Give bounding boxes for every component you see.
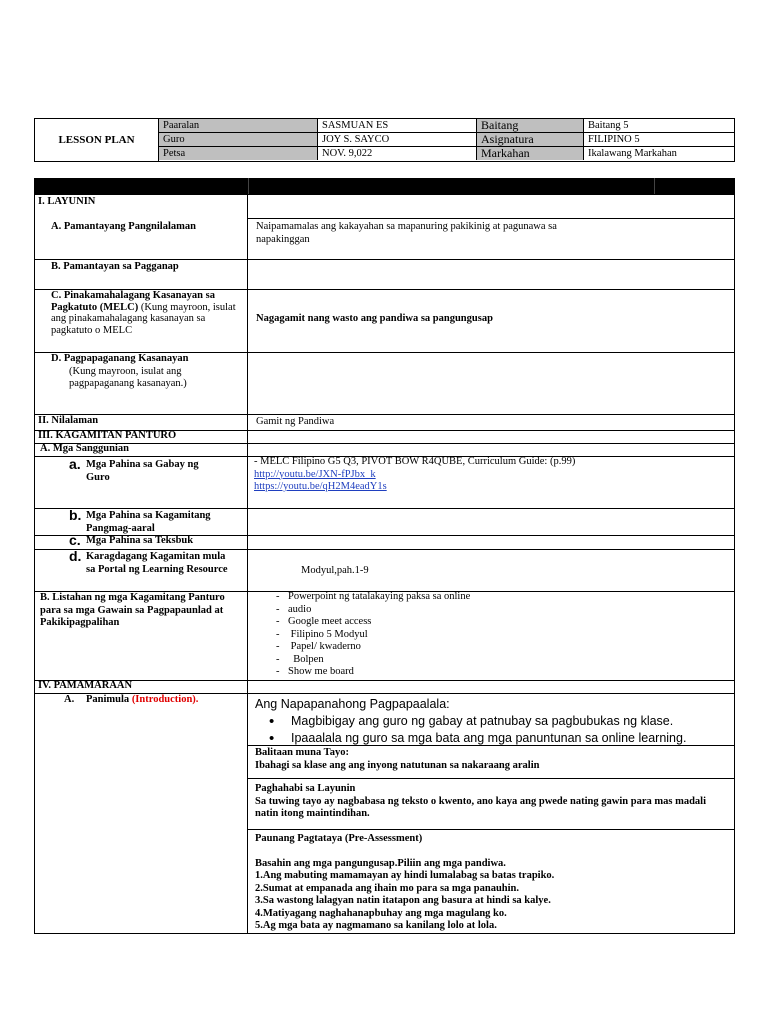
- paghahabi-title: Paghahabi sa Layunin: [255, 783, 356, 794]
- row-label: Mga Pahina sa Teksbuk: [86, 535, 194, 546]
- row-nilalaman: [34, 414, 735, 430]
- row-label: [34, 289, 247, 336]
- material-item: - Papel/ kwaderno: [252, 641, 735, 654]
- row-sanggunian: [34, 443, 735, 456]
- header-value: SASMUAN ES: [318, 119, 477, 133]
- row-label: A. Pamantayang Pangnilalaman: [51, 221, 196, 232]
- panimula-english-label: (Introduction).: [131, 694, 199, 705]
- paunang-pagtataya-block: [255, 833, 731, 933]
- row-kagamitan-panturo: [34, 430, 735, 443]
- section-heading: III. KAGAMITAN PANTURO: [38, 430, 177, 441]
- item-letter: A.: [64, 694, 75, 705]
- row-label: Karagdagang Kagamitan mula sa Portal ng Learning Resource: [86, 551, 228, 575]
- melc-value: Nagagamit nang wasto ang pandiwa sa pangungusap: [256, 313, 493, 324]
- header-key: Petsa: [159, 147, 318, 161]
- row-pamantayan-sa-pagganap: [34, 259, 735, 289]
- header-row: [159, 119, 734, 133]
- melc-sublabel: (Kung mayroon, isulat ang pinakamahalagang kasanayan sa pagkatuto o MELC: [51, 301, 236, 336]
- header-value: Baitang 5: [584, 119, 735, 133]
- header-row: [159, 147, 734, 161]
- paalala-list: [255, 713, 735, 747]
- paalala-title: Ang Napapanahong Pagpapaalala:: [255, 697, 450, 711]
- header-table: [34, 118, 735, 162]
- section-heading: A. Mga Sanggunian: [40, 443, 129, 454]
- section-heading: IV. PAMAMARAAN: [38, 680, 133, 691]
- header-row: [159, 133, 734, 147]
- row-pagpapaganang-kasanayan: [34, 352, 735, 414]
- balitaan-block: [255, 747, 725, 772]
- header-key: Paaralan: [159, 119, 318, 133]
- section-heading: I. LAYUNIN: [38, 196, 96, 207]
- balitaan-title: Balitaan muna Tayo:: [255, 747, 349, 758]
- row-value: Modyul,pah.1-9: [301, 565, 369, 576]
- header-key: Baitang: [477, 119, 584, 133]
- balitaan-text: Ibahagi sa klase ang ang inyong natutunan sa nakaraang aralin: [255, 759, 540, 771]
- row-value: Gamit ng Pandiwa: [256, 416, 335, 427]
- material-item: - Powerpoint ng tatalakaying paksa sa online: [252, 591, 735, 604]
- header-value: FILIPINO 5: [584, 133, 735, 147]
- row-label: [34, 352, 247, 391]
- header-key: Asignatura: [477, 133, 584, 147]
- paghahabi-block: [255, 783, 731, 821]
- assessment-item: 4.Matiyagang naghahanapbuhay ang mga magulang ko.: [255, 907, 507, 919]
- material-item: - Google meet access: [252, 616, 735, 629]
- material-item: - Bolpen: [252, 654, 735, 667]
- video-link[interactable]: http://youtu.be/JXN-fPJbx_k: [254, 468, 376, 480]
- row-teksbuk: [34, 532, 735, 549]
- item-letter: b.: [69, 507, 82, 523]
- item-letter: d.: [69, 548, 82, 564]
- row-value: Naipamamalas ang kakayahan sa mapanuring pakikinig at pagunawa sa napakinggan: [256, 221, 557, 245]
- item-letter: c.: [69, 532, 81, 548]
- pagpapagana-label: D. Pagpapaganang Kasanayan: [51, 353, 189, 364]
- header-key: Markahan: [477, 147, 584, 161]
- assessment-item: 5.Ag mga bata ay nagmamano sa kanilang lolo at lola.: [255, 920, 497, 931]
- divider: [248, 178, 249, 194]
- assessment-item: 1.Ang mabuting mamamayan ay hindi lumalabag sa batas trapiko.: [255, 870, 555, 881]
- row-kagamitang-pangmag-aaral: [34, 508, 735, 535]
- pagpapagana-sublabel: (Kung mayroon, isulat ang pagpapaganang kasanayan.): [69, 365, 187, 389]
- reference-line: - MELC Filipino G5 Q3, PIVOT BOW R4QUBE, Curriculum Guide: (p.99): [254, 456, 576, 467]
- lesson-body-table: [34, 178, 735, 934]
- paunang-title: Paunang Pagtataya (Pre-Assessment): [255, 833, 423, 844]
- row-listahan-kagamitan: [34, 591, 735, 680]
- header-key: Guro: [159, 133, 318, 147]
- paalala-item: • Magbibigay ang guro ng gabay at patnubay sa pagbubukas ng klase.: [255, 713, 735, 730]
- assessment-items: [255, 870, 731, 933]
- row-label: B. Listahan ng mga Kagamitang Panturo para sa mga Gawain sa Pagpapaunlad at Pakikipagpalihan: [40, 592, 225, 628]
- header-value: NOV. 9,022: [318, 147, 477, 161]
- divider: [654, 178, 655, 194]
- row-panimula: [34, 693, 735, 934]
- paghahabi-text: Sa tuwing tayo ay nagbabasa ng teksto o kwento, ano kaya ang pwede nating gawin para mas madali natin itong maintindihan.: [255, 795, 706, 819]
- header-value: JOY S. SAYCO: [318, 133, 477, 147]
- material-item: - audio: [252, 604, 735, 617]
- lesson-plan-label: LESSON PLAN: [35, 119, 159, 161]
- row-gabay-ng-guro: [34, 456, 735, 508]
- item-letter: a.: [69, 456, 81, 472]
- paalala-block: [255, 696, 735, 747]
- assessment-item: 2.Sumat at empanada ang ihain mo para sa mga panauhin.: [255, 882, 520, 894]
- melc-label: C. Pinakamahalagang Kasanayan sa Pagkatuto (MELC): [51, 290, 215, 313]
- row-label: B. Pamantayan sa Pagganap: [51, 261, 179, 272]
- row-label: [86, 694, 198, 707]
- row-karagdagang-kagamitan: [34, 549, 735, 591]
- paunang-instruction: Basahin ang mga pangungusap.Piliin ang mga pandiwa.: [255, 857, 506, 869]
- row-label: Mga Pahina sa Gabay ng Guro: [86, 459, 199, 483]
- row-pamamaraan: [34, 680, 735, 693]
- row-melc: [34, 289, 735, 352]
- row-label: II. Nilalaman: [38, 415, 99, 426]
- material-item: - Show me board: [252, 666, 735, 679]
- black-header-bar: [34, 178, 735, 194]
- panimula-label: Panimula: [86, 694, 130, 705]
- row-label: Mga Pahina sa Kagamitang Pangmag-aaral: [86, 510, 211, 534]
- video-link[interactable]: https://youtu.be/qH2M4eadY1s: [254, 481, 387, 492]
- materials-list: [252, 591, 735, 679]
- header-value: Ikalawang Markahan: [584, 147, 735, 161]
- header-info-table: [159, 119, 734, 160]
- row-pamantayang-pangnilalaman: [34, 218, 735, 259]
- assessment-item: 3.Sa wastong lalagyan natin itatapon ang basura at hindi sa kalye.: [255, 895, 551, 906]
- material-item: - Filipino 5 Modyul: [252, 629, 735, 642]
- paalala-item: • Ipaaalala ng guro sa mga bata ang mga panuntunan sa online learning.: [255, 730, 735, 747]
